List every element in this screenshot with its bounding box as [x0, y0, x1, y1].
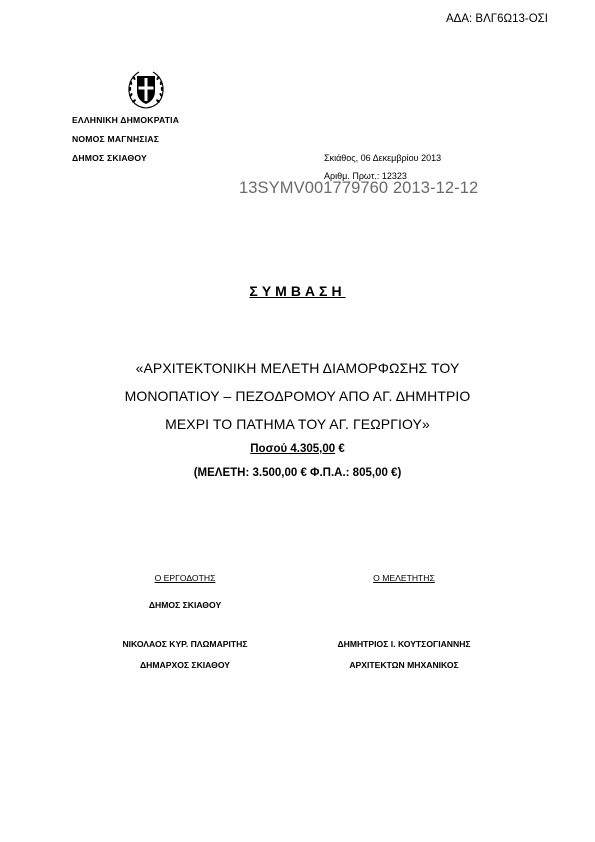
registry-stamp: 13SYMV001779760 2013-12-12 — [239, 179, 479, 197]
employer-title: ΔΗΜΑΡΧΟΣ ΣΚΙΑΘΟΥ — [139, 660, 231, 670]
greek-coat-of-arms-icon — [124, 67, 168, 111]
contractor-role: Ο ΜΕΛΕΤΗΤΗΣ — [373, 573, 435, 583]
document-title: ΣΥΜΒΑΣΗ — [249, 283, 346, 299]
amount-label: Ποσού 4.305,00 — [250, 443, 336, 455]
document-date: Σκιάθος, 06 Δεκεμβρίου 2013 — [324, 153, 442, 163]
header-country: ΕΛΛΗΝΙΚΗ ΔΗΜΟΚΡΑΤΙΑ — [72, 115, 180, 125]
employer-org: ΔΗΜΟΣ ΣΚΙΑΘΟΥ — [148, 600, 222, 610]
header-prefecture: ΝΟΜΟΣ ΜΑΓΝΗΣΙΑΣ — [72, 134, 160, 144]
protocol-number: Αριθμ. Πρωτ.: 12323 — [324, 171, 407, 181]
contract-amount — [0, 443, 595, 455]
employer-role: Ο ΕΡΓΟΔΟΤΗΣ — [154, 573, 216, 583]
amount-breakdown: (ΜΕΛΕΤΗ: 3.500,00 € Φ.Π.Α.: 805,00 €) — [193, 467, 402, 479]
amount-currency: € — [338, 443, 345, 455]
subject-line-2: ΜΟΝΟΠΑΤΙΟΥ – ΠΕΖΟΔΡΟΜΟΥ ΑΠΟ ΑΓ. ΔΗΜΗΤΡΙΟ — [124, 388, 471, 404]
ada-code: ΑΔΑ: ΒΛΓ6Ω13-ΟΣΙ — [446, 13, 548, 25]
contractor-name: ΔΗΜΗΤΡΙΟΣ Ι. ΚΟΥΤΣΟΓΙΑΝΝΗΣ — [337, 639, 471, 649]
subject-line-3: ΜΕΧΡΙ ΤΟ ΠΑΤΗΜΑ ΤΟΥ ΑΓ. ΓΕΩΡΓΙΟΥ» — [165, 416, 430, 432]
employer-name: ΝΙΚΟΛΑΟΣ ΚΥΡ. ΠΛΩΜΑΡΙΤΗΣ — [122, 639, 248, 649]
contractor-title: ΑΡΧΙΤΕΚΤΩΝ ΜΗΧΑΝΙΚΟΣ — [349, 660, 459, 670]
subject-line-1: «ΑΡΧΙΤΕΚΤΟΝΙΚΗ ΜΕΛΕΤΗ ΔΙΑΜΟΡΦΩΣΗΣ ΤΟΥ — [135, 360, 460, 376]
header-municipality: ΔΗΜΟΣ ΣΚΙΑΘΟΥ — [72, 153, 147, 163]
